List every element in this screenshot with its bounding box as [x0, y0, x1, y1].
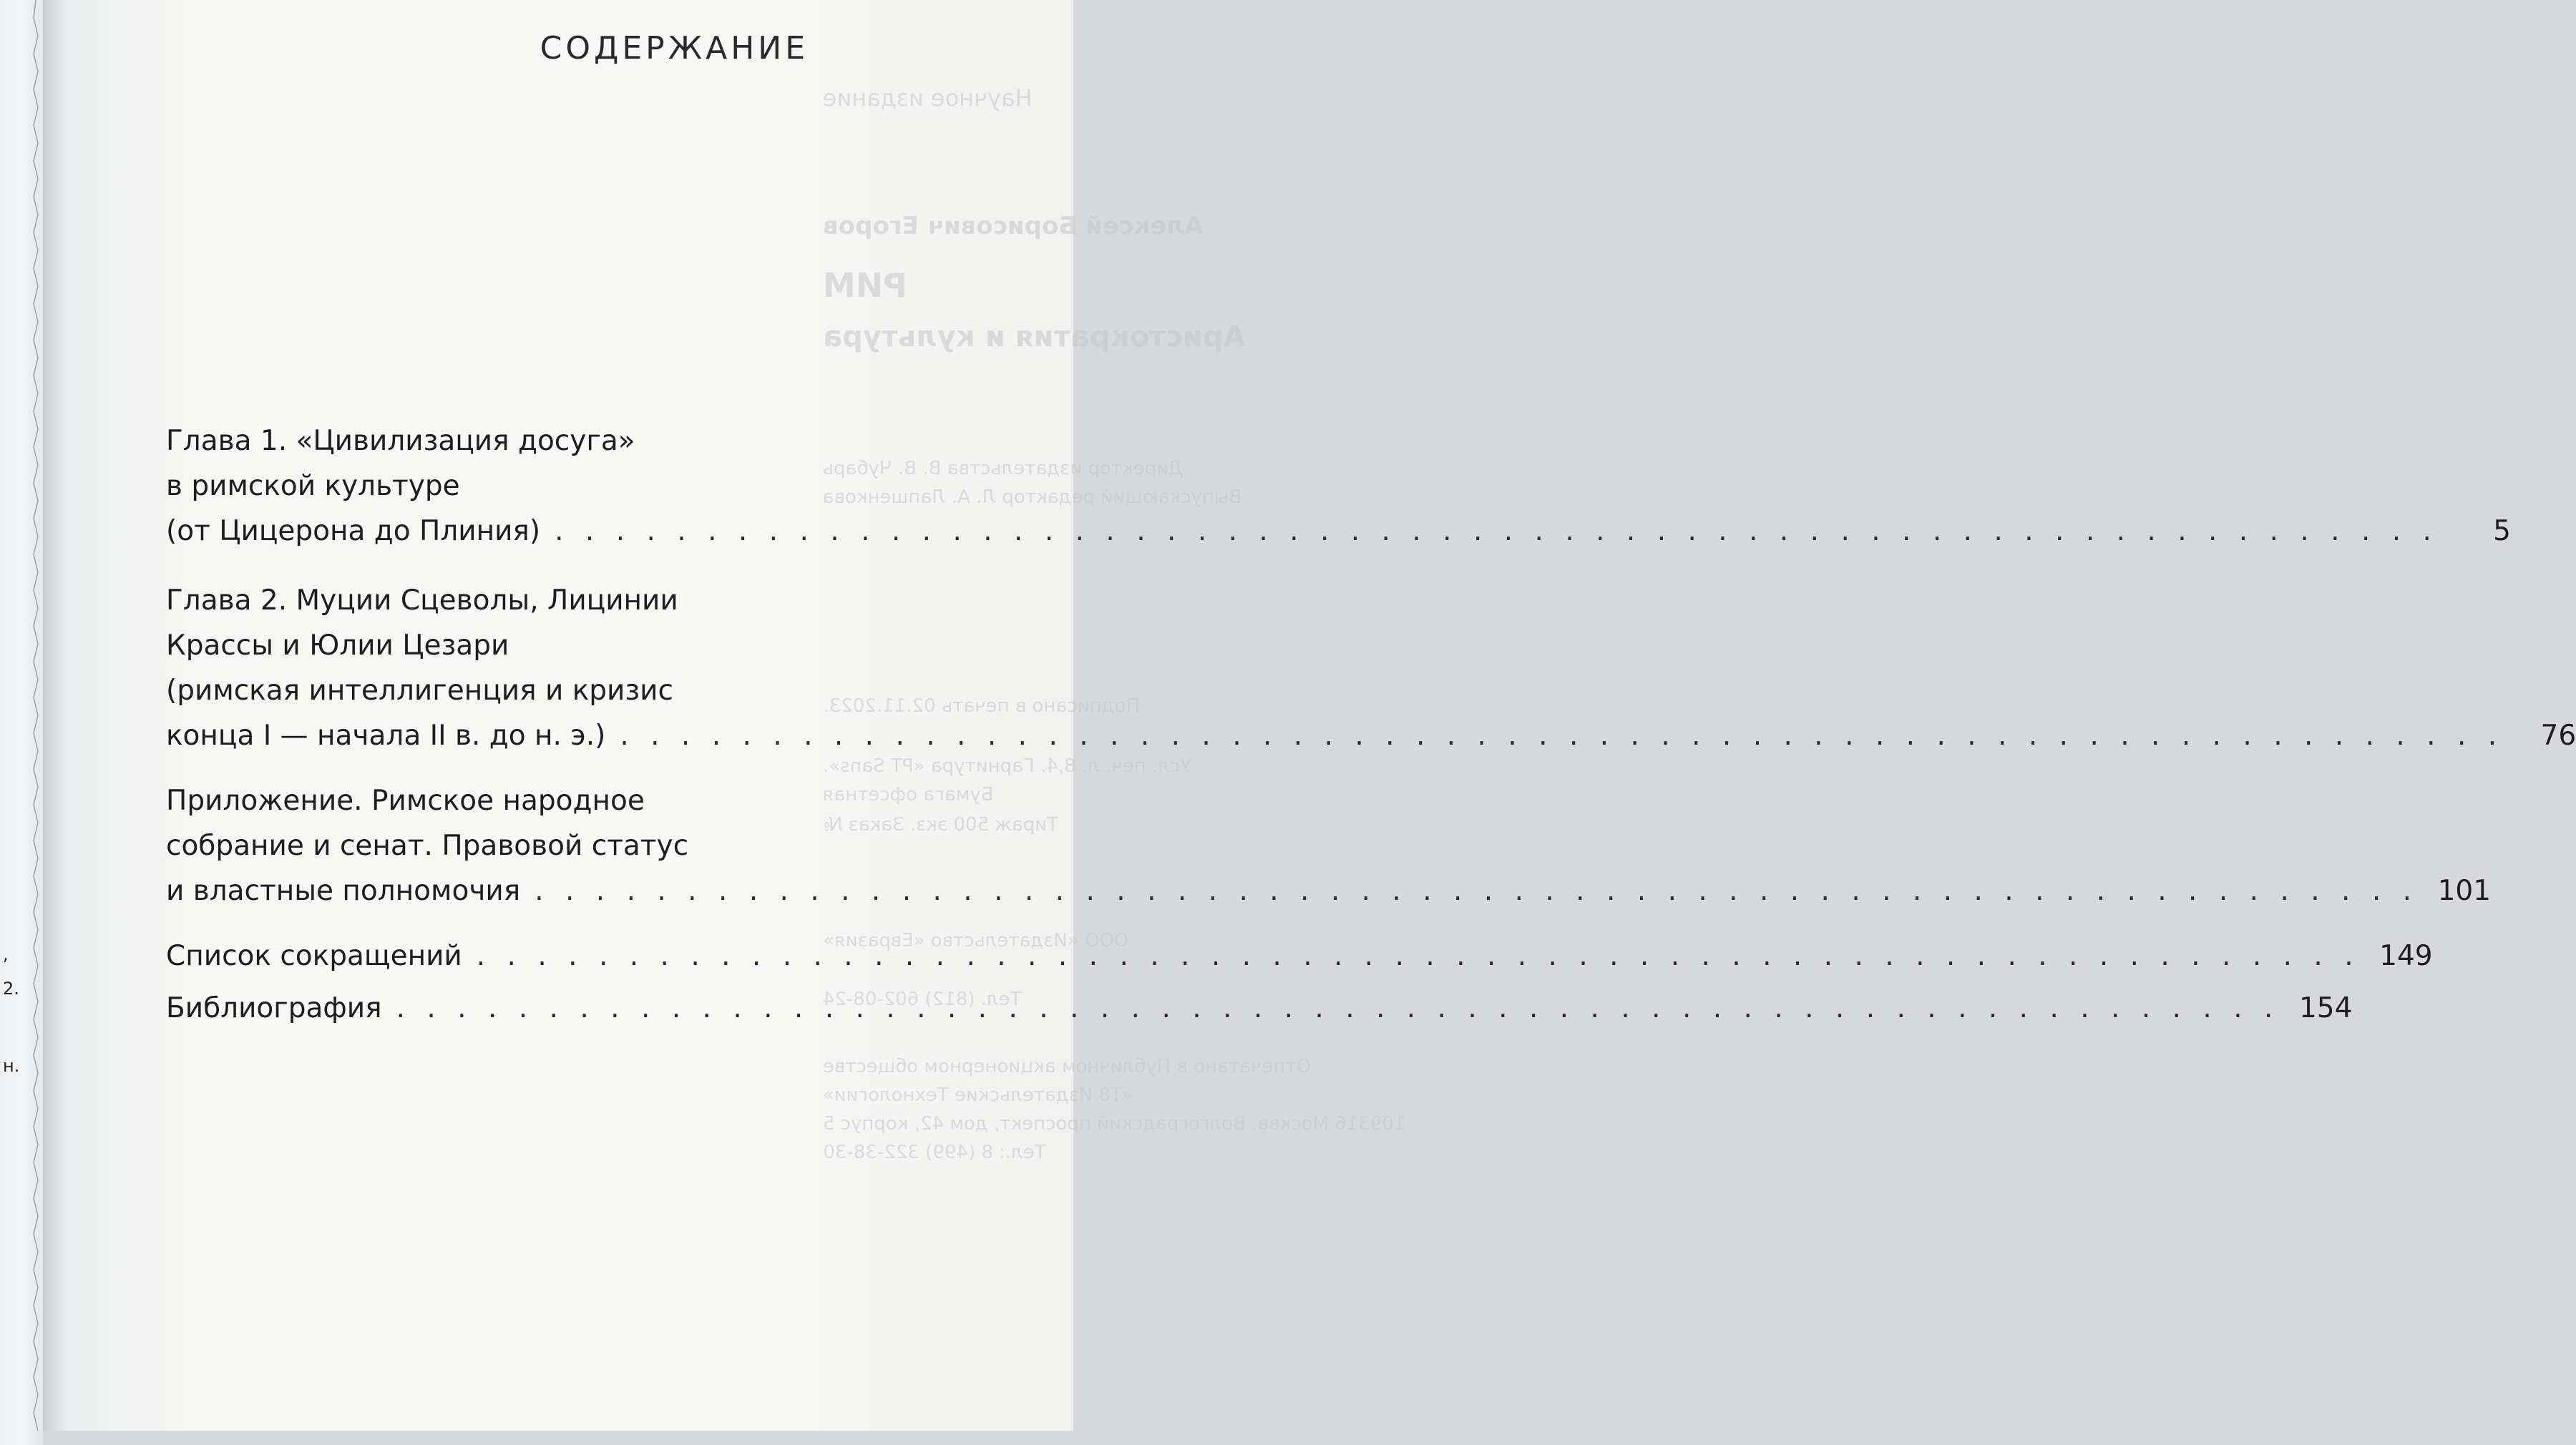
ghost-line: ООО «Издательство «Евразия» — [823, 930, 1129, 951]
ghost-line: Тел. (812) 602-08-24 — [823, 989, 1022, 1010]
left-page-fragment: 2. — [3, 979, 19, 999]
entry-line: Глава 1. «Цивилизация досуга» — [166, 425, 635, 457]
ghost-line: Аристократия и культура — [823, 320, 1246, 353]
page-number: 149 — [2379, 940, 2433, 972]
ghost-line: «T8 Издательские Технологии» — [823, 1084, 1133, 1106]
page-number: 154 — [2298, 992, 2353, 1024]
dot-leader — [396, 986, 2280, 1031]
ghost-line: Отпечатано в Публичном акционерном обществе — [823, 1056, 1311, 1077]
left-page-fragment: н. — [3, 1056, 20, 1076]
ghost-line: Тел.: 8 (499) 322-38-30 — [823, 1142, 1046, 1163]
entry-line: (от Цицерона до Плиния) — [166, 515, 541, 547]
entry-line: Приложение. Римское народное — [166, 785, 645, 817]
ghost-line: Усл. печ. л. 8,4. Гарнитура «PT Sans». — [823, 755, 1191, 777]
entry-line: Крассы и Юлии Цезари — [166, 630, 509, 662]
left-page-fragment: , — [3, 944, 9, 964]
ghost-line: Бумага офсетная — [823, 784, 994, 805]
page-number: 101 — [2437, 875, 2492, 907]
entry-line: собрание и сенат. Правовой статус — [166, 830, 689, 862]
ghost-line: Выпускающий редактор Л. А. Лапшенкова — [823, 486, 1242, 508]
ghost-line: Алексей Борисович Егоров — [823, 212, 1204, 240]
entry-line: и властные полномочия — [166, 875, 521, 907]
ghost-line: Подписано в печать 02.11.2023. — [823, 695, 1140, 717]
dot-leader — [620, 713, 2503, 758]
ghost-line: РИМ — [823, 266, 907, 305]
entry-line: Библиография — [166, 992, 382, 1024]
ghost-line: Тираж 500 экз. Заказ № — [823, 814, 1058, 836]
ghost-line: Директор издательства В. В. Чубарь — [823, 458, 1184, 479]
entry-line: Глава 2. Муции Сцеволы, Лицинии — [166, 584, 678, 617]
entry-line: в римской культуре — [166, 470, 460, 502]
entry-line: (римская интеллигенция и кризис — [166, 675, 673, 707]
ghost-line: 109316 Москва, Волгоградский проспект, дом 42, корпус 5 — [823, 1113, 1406, 1135]
binding-stitch — [31, 0, 40, 1431]
toc-heading: СОДЕРЖАНИЕ — [540, 30, 809, 67]
entry-line: конца I — начала II в. до н. э.) — [166, 720, 606, 752]
page-number: 76 — [2540, 720, 2576, 752]
page-number: 5 — [2493, 515, 2511, 547]
entry-line: Список сокращений — [166, 940, 462, 972]
dot-leader — [555, 509, 2438, 554]
ghost-line: Научное издание — [823, 84, 1033, 112]
dot-leader — [535, 868, 2418, 913]
dot-leader — [477, 934, 2360, 979]
